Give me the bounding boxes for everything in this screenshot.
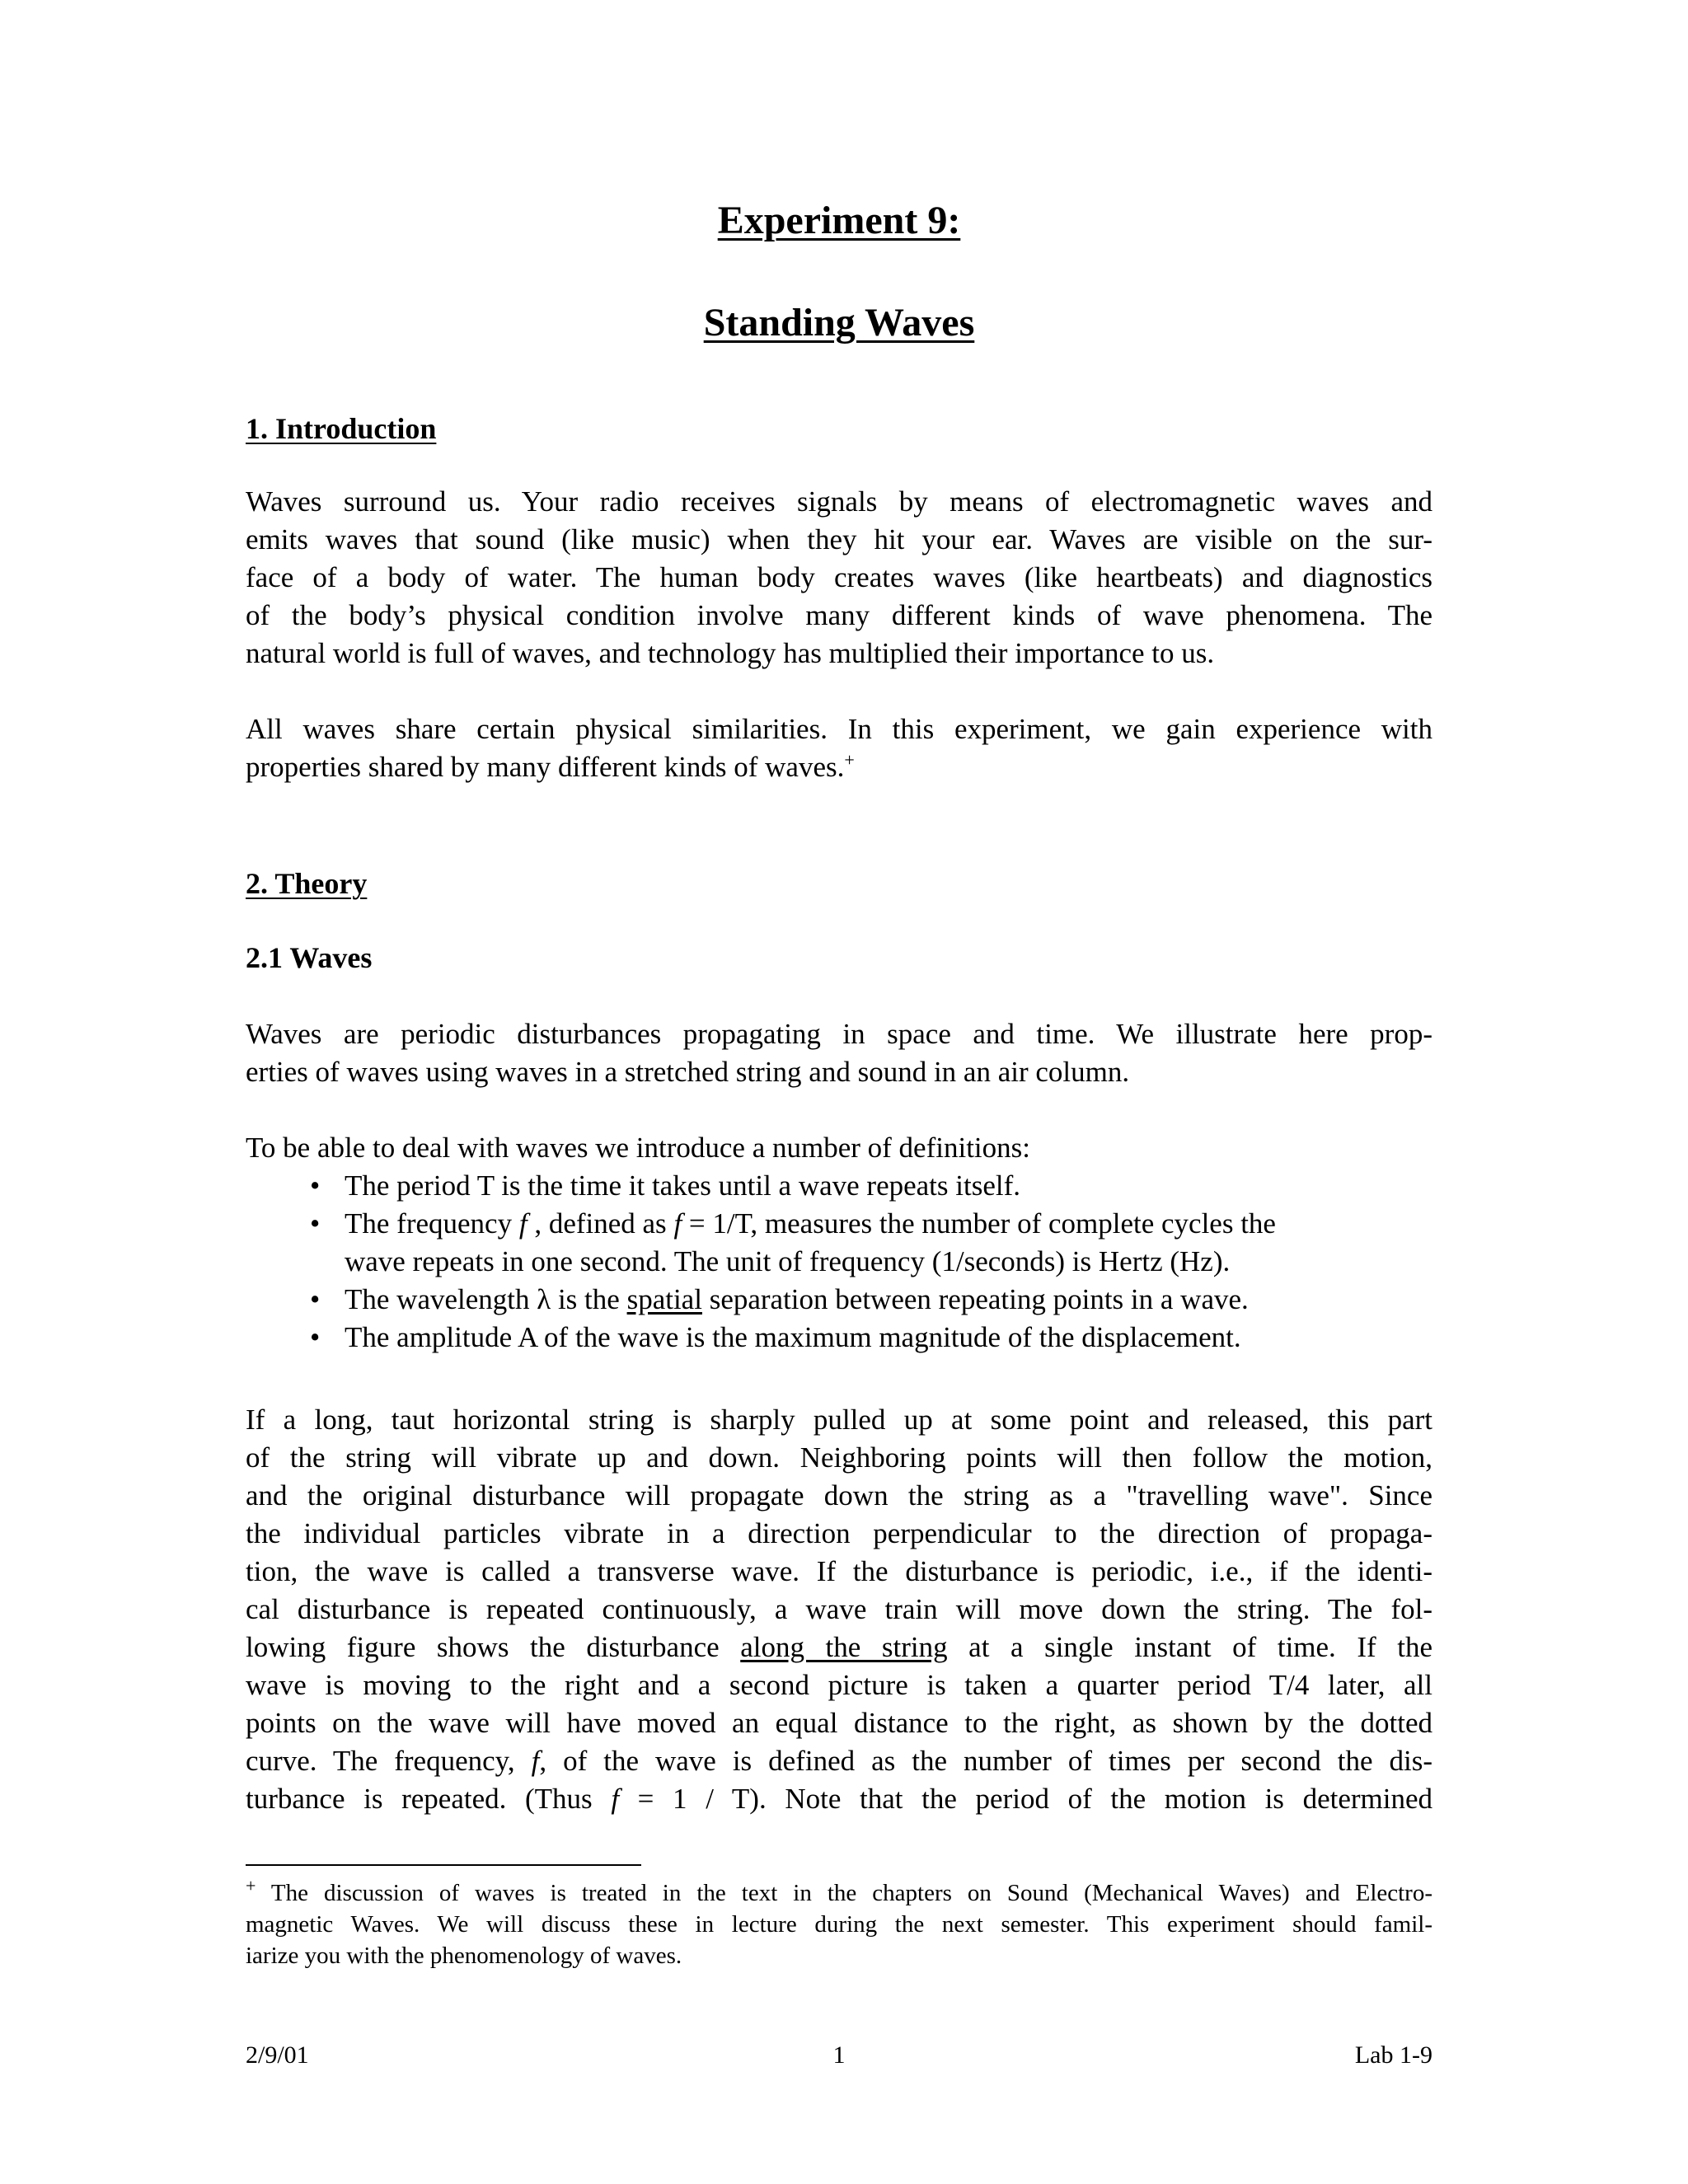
text-line: Waves are periodic disturbances propagating in space and time. We illustrate here prop- — [246, 1018, 1432, 1050]
text-line: and the original disturbance will propagate down the string as a "travelling wave". Since — [246, 1479, 1432, 1511]
footnote-divider — [246, 1864, 641, 1866]
text-line: of the body’s physical condition involve many different kinds of wave phenomena. The — [246, 599, 1432, 631]
footer-lab-label: Lab 1-9 — [1354, 2041, 1432, 2069]
text-line: To be able to deal with waves we introduce a number of definitions: — [246, 1132, 1030, 1164]
text-line: face of a body of water. The human body creates waves (like heartbeats) and diagnostics — [246, 561, 1432, 593]
underlined-word: spatial — [626, 1283, 702, 1315]
bullet-icon: • — [310, 1321, 321, 1353]
footer-date: 2/9/01 — [246, 2041, 309, 2069]
text-line — [246, 1780, 1432, 1818]
text-fragment: , defined as — [527, 1207, 674, 1240]
text-fragment: properties shared by many different kinds of waves. — [246, 751, 845, 783]
text-fragment: turbance is repeated. (Thus — [246, 1783, 612, 1815]
footnote-marker: + — [844, 749, 855, 771]
frequency-symbol: f — [611, 1783, 620, 1815]
text-line: The period T is the time it takes until a wave repeats itself. — [345, 1169, 1021, 1202]
text-line: The amplitude A of the wave is the maximum magnitude of the displacement. — [345, 1321, 1241, 1353]
text-line: emits waves that sound (like music) when they hit your ear. Waves are visible on the sur- — [246, 523, 1432, 555]
string-paragraph — [246, 1401, 1432, 1818]
underlined-phrase: along the string — [740, 1631, 948, 1663]
experiment-name-title: Standing Waves — [703, 301, 975, 344]
text-line: points on the wave will have moved an equal distance to the right, as shown by the dotted — [246, 1707, 1432, 1739]
text-line: cal disturbance is repeated continuously, a wave train will move down the string. The fol- — [246, 1593, 1432, 1625]
text-fragment: The discussion of waves is treated in the text in the chapters on Sound (Mechanical Waves) and Electro- — [256, 1880, 1432, 1906]
subsection-heading-waves: 2.1 Waves — [246, 941, 373, 974]
text-line: erties of waves using waves in a stretched string and sound in an air column. — [246, 1056, 1130, 1088]
text-fragment: , of the wave is defined as the number of times per second the dis- — [539, 1745, 1432, 1777]
footnote-marker: + — [246, 1875, 256, 1896]
list-item — [246, 1167, 1432, 1205]
footer-page-number: 1 — [832, 2041, 846, 2069]
definitions-intro — [246, 1129, 1432, 1167]
text-line — [246, 1877, 1432, 1909]
text-line: natural world is full of waves, and technology has multiplied their importance to us. — [246, 637, 1215, 669]
intro-paragraph-2 — [246, 710, 1432, 786]
bullet-icon: • — [310, 1283, 321, 1315]
frequency-symbol: f — [673, 1207, 682, 1240]
bullet-icon: • — [310, 1169, 321, 1202]
intro-paragraph-1 — [246, 483, 1432, 673]
text-fragment: curve. The frequency, — [246, 1745, 532, 1777]
text-fragment: = 1 / T). Note that the period of the motion is determined — [619, 1783, 1432, 1815]
text-line: iarize you with the phenomenology of waves. — [246, 1943, 682, 1969]
definitions-list — [246, 1167, 1432, 1357]
waves-paragraph — [246, 1015, 1432, 1091]
text-line — [246, 748, 1432, 786]
text-line: If a long, taut horizontal string is sharply pulled up at some point and released, this part — [246, 1404, 1432, 1436]
text-line — [345, 1205, 1432, 1243]
text-line — [246, 1742, 1432, 1780]
text-line: wave repeats in one second. The unit of frequency (1/seconds) is Hertz (Hz). — [345, 1245, 1231, 1277]
list-item — [246, 1319, 1432, 1357]
text-fragment: separation between repeating points in a wave. — [701, 1283, 1249, 1315]
text-line: Waves surround us. Your radio receives signals by means of electromagnetic waves and — [246, 485, 1432, 518]
text-line — [246, 1629, 1432, 1666]
text-fragment: The wavelength λ is the — [345, 1283, 627, 1315]
text-line: tion, the wave is called a transverse wave. If the disturbance is periodic, i.e., if the identi- — [246, 1555, 1432, 1587]
list-item — [246, 1281, 1432, 1319]
text-line: All waves share certain physical similarities. In this experiment, we gain experience with — [246, 713, 1432, 745]
text-line: magnetic Waves. We will discuss these in lecture during the next semester. This experiment should famil- — [246, 1911, 1432, 1938]
document-page — [246, 0, 1432, 2184]
text-line: wave is moving to the right and a second picture is taken a quarter period T/4 later, all — [246, 1669, 1432, 1701]
section-heading-introduction: 1. Introduction — [246, 412, 437, 445]
experiment-number-title: Experiment 9: — [717, 199, 961, 242]
text-fragment: = 1/T, measures the number of complete cycles the — [682, 1207, 1276, 1240]
text-fragment: The frequency — [345, 1207, 519, 1240]
bullet-icon: • — [310, 1207, 321, 1240]
footnote — [246, 1877, 1432, 1971]
list-item — [246, 1205, 1432, 1281]
text-fragment: lowing figure shows the disturbance — [246, 1631, 741, 1663]
text-line — [345, 1281, 1432, 1319]
text-fragment: at a single instant of time. If the — [947, 1631, 1432, 1663]
text-line: of the string will vibrate up and down. Neighboring points will then follow the motion, — [246, 1441, 1432, 1474]
frequency-symbol: f — [531, 1745, 540, 1777]
section-heading-theory: 2. Theory — [246, 867, 368, 900]
text-line: the individual particles vibrate in a direction perpendicular to the direction of propaga- — [246, 1517, 1432, 1549]
frequency-symbol: f — [518, 1207, 528, 1240]
